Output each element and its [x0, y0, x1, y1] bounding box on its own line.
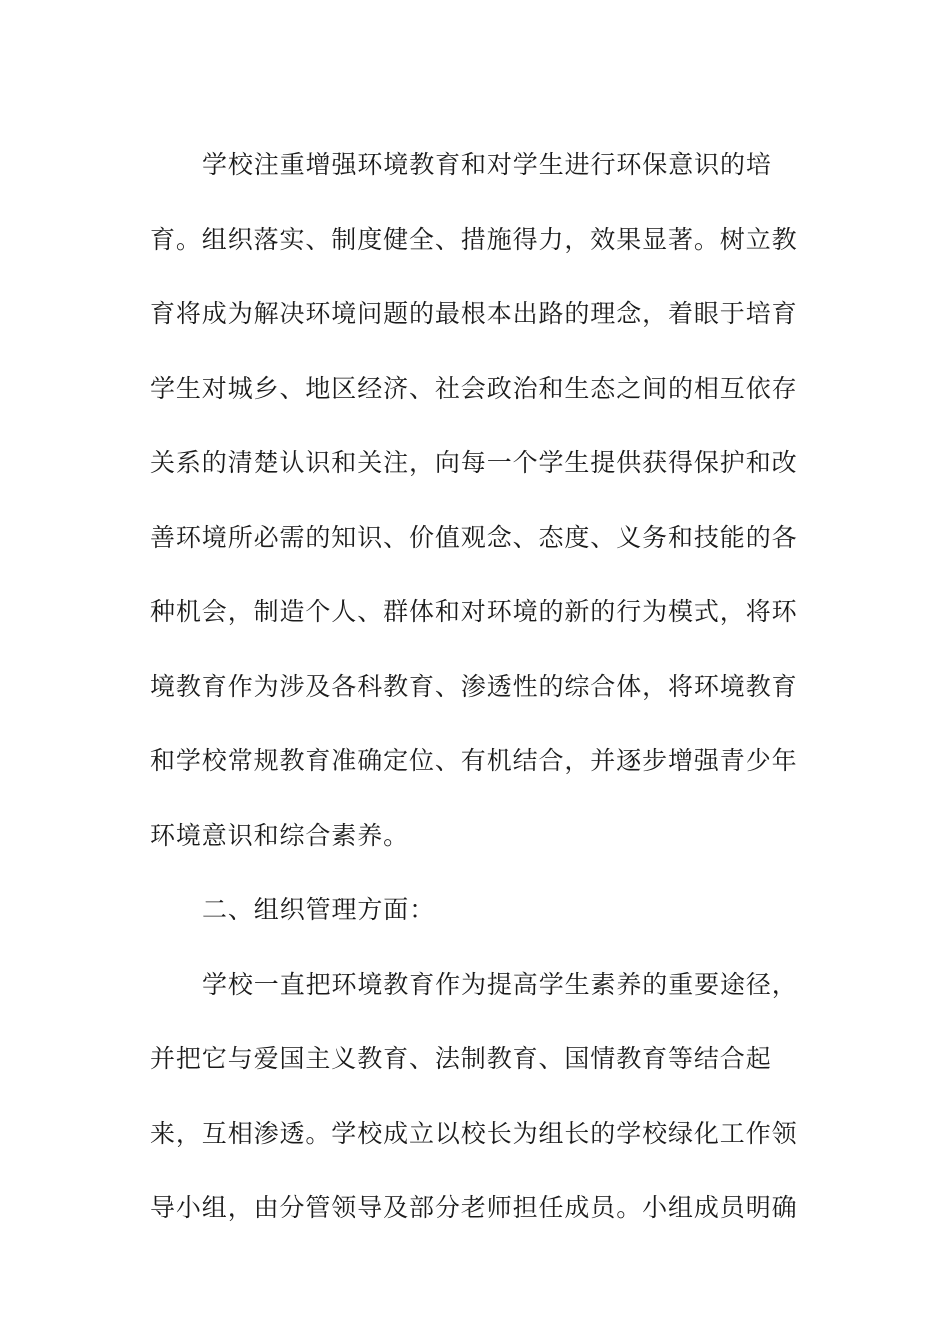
text-line-4: 学生对城乡、地区经济、社会政治和生态之间的相互依存 [150, 373, 798, 403]
text-line-1: 学校注重增强环境教育和对学生进行环保意识的培 [202, 150, 772, 179]
text-line-8: 境教育作为涉及各科教育、渗透性的综合体，将环境教育 [150, 671, 798, 701]
text-line-6: 善环境所必需的知识、价值观念、态度、义务和技能的各 [150, 522, 798, 552]
text-line-3: 育将成为解决环境问题的最根本出路的理念，着眼于培育 [150, 299, 798, 328]
text-line-7: 种机会，制造个人、群体和对环境的新的行为模式，将环 [150, 597, 798, 626]
text-line-12: 学校一直把环境教育作为提高学生素养的重要途径， [202, 969, 798, 999]
text-line-14: 来，互相渗透。学校成立以校长为组长的学校绿化工作领 [150, 1118, 798, 1148]
text-line-15: 导小组，由分管领导及部分老师担任成员。小组成员明确 [150, 1193, 798, 1222]
document-body [150, 128, 798, 1246]
section-heading: 二、组织管理方面： [202, 895, 436, 924]
text-line-10: 环境意识和综合素养。 [150, 820, 410, 850]
text-line-2: 育。组织落实、制度健全、措施得力，效果显著。树立教 [150, 224, 798, 254]
text-line-13: 并把它与爱国主义教育、法制教育、国情教育等结合起 [150, 1044, 772, 1073]
text-line-9: 和学校常规教育准确定位、有机结合，并逐步增强青少年 [150, 746, 798, 775]
text-line-5: 关系的清楚认识和关注，向每一个学生提供获得保护和改 [150, 448, 798, 477]
